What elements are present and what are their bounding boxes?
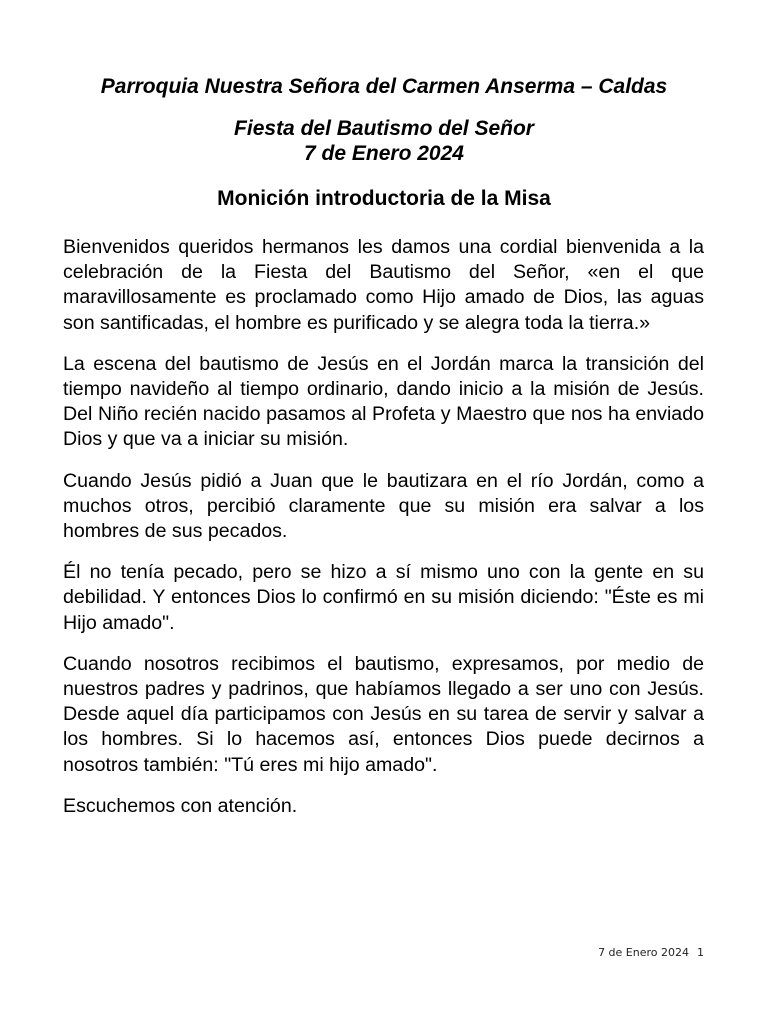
page-number: 1 xyxy=(697,946,704,959)
section-title: Monición introductoria de la Misa xyxy=(217,187,551,210)
feast-heading xyxy=(0,116,768,166)
paragraph: Él no tenía pecado, pero se hizo a sí mismo uno con la gente en su debilidad. Y entonces Dios lo confirmó en su misión diciendo: "Éste es mi Hijo amado". xyxy=(63,561,704,634)
parish-title: Parroquia Nuestra Señora del Carmen Anserma – Caldas xyxy=(100,75,668,98)
paragraph: Bienvenidos queridos hermanos les damos una cordial bienvenida a la celebración de la Fiesta del Bautismo del Señor, «en el que maravillosamente es proclamado como Hijo amado de Dios, las aguas son santificadas, el hombre es purificado y se alegra toda la tierra.» xyxy=(63,236,704,334)
page-footer xyxy=(598,946,704,959)
document-body xyxy=(63,235,704,835)
paragraph: Cuando nosotros recibimos el bautismo, expresamos, por medio de nuestros padres y padrinos, que habíamos llegado a ser uno con Jesús. Desde aquel día participamos con Jesús en su tarea de servir y salvar a los hombres. Si lo hacemos así, entonces Dios puede decirnos a nosotros también: "Tú eres mi hijo amado". xyxy=(63,652,704,776)
paragraph: La escena del bautismo de Jesús en el Jordán marca la transición del tiempo navideño al tiempo ordinario, dando inicio a la misión de Jesús. Del Niño recién nacido pasamos al Profeta y Maestro que nos ha enviado Dios y que va a iniciar su misión. xyxy=(63,352,704,451)
paragraph: Cuando Jesús pidió a Juan que le bautizara en el río Jordán, como a muchos otros, percibió claramente que su misión era salvar a los hombres de sus pecados. xyxy=(63,469,704,543)
feast-title: Fiesta del Bautismo del Señor xyxy=(234,117,534,140)
footer-date: 7 de Enero 2024 xyxy=(598,946,689,959)
feast-date: 7 de Enero 2024 xyxy=(304,142,464,165)
paragraph: Escuchemos con atención. xyxy=(63,794,298,817)
